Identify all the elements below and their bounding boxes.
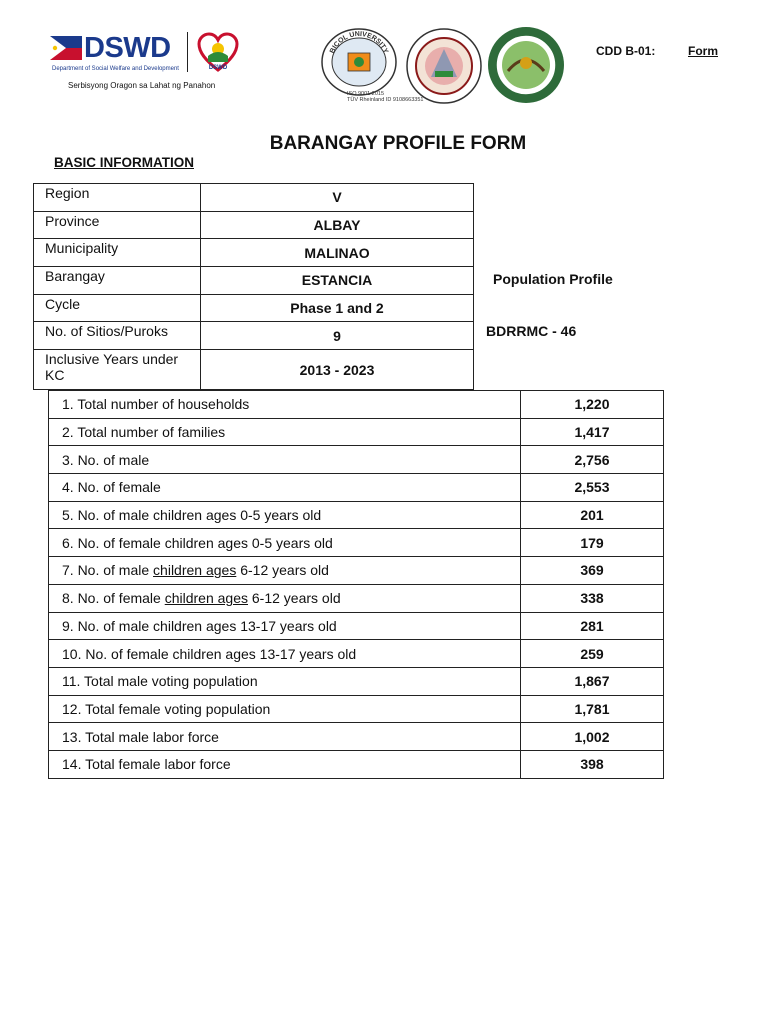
agency-full-name: Department of Social Welfare and Development (52, 66, 179, 72)
row-label: 2. Total number of families (49, 418, 521, 446)
table-row (49, 750, 664, 778)
row-label: 14. Total female labor force (49, 750, 521, 778)
row-value: 9 (201, 322, 474, 350)
row-value: 201 (521, 501, 664, 529)
row-label: Barangay (34, 267, 201, 295)
table-row (34, 239, 474, 267)
table-row (49, 474, 664, 502)
row-value: 1,781 (521, 695, 664, 723)
row-label: 4. No. of female (49, 474, 521, 502)
table-row (49, 584, 664, 612)
row-label: 13. Total male labor force (49, 723, 521, 751)
table-row (49, 391, 664, 419)
row-label: Inclusive Years under KC (34, 350, 201, 390)
dswd-logo (50, 30, 250, 100)
bicol-university-seal-icon (320, 27, 398, 97)
row-label: 8. No. of female children ages 6-12 years old (49, 584, 521, 612)
row-value: ESTANCIA (201, 267, 474, 295)
table-row (49, 446, 664, 474)
table-row (34, 322, 474, 350)
heart-logo-label: DSWD (208, 65, 228, 71)
table-row (34, 267, 474, 295)
row-value: 1,867 (521, 667, 664, 695)
philippine-flag-icon (50, 36, 82, 60)
row-label: 9. No. of male children ages 13-17 years old (49, 612, 521, 640)
table-row (34, 184, 474, 212)
row-label: 10. No. of female children ages 13-17 years old (49, 640, 521, 668)
table-row (49, 557, 664, 585)
tagline: Serbisyong Oragon sa Lahat ng Panahon (68, 81, 216, 90)
row-value: ALBAY (201, 211, 474, 239)
social-welfare-college-seal-icon (405, 27, 483, 105)
logo-divider (187, 32, 188, 72)
population-profile-label: Population Profile (493, 271, 613, 287)
row-label: Province (34, 211, 201, 239)
population-table (48, 390, 664, 779)
row-value: 2,553 (521, 474, 664, 502)
heart-logo-icon (197, 32, 239, 74)
form-code: CDD B-01: (596, 44, 656, 58)
table-row (49, 667, 664, 695)
iso-certification: ISO 9001:2015 TÜV Rheinland ID 9108663351 (347, 91, 424, 103)
form-label: Form (688, 44, 718, 58)
row-value: 1,002 (521, 723, 664, 751)
table-row (49, 723, 664, 751)
row-value: 281 (521, 612, 664, 640)
row-label: No. of Sitios/Puroks (34, 322, 201, 350)
social-work-department-seal-icon (486, 25, 566, 105)
table-row (49, 501, 664, 529)
table-row (34, 294, 474, 322)
row-value: 259 (521, 640, 664, 668)
row-label: Cycle (34, 294, 201, 322)
row-label: 5. No. of male children ages 0-5 years old (49, 501, 521, 529)
row-label: 6. No. of female children ages 0-5 years old (49, 529, 521, 557)
table-row (49, 640, 664, 668)
row-label: 1. Total number of households (49, 391, 521, 419)
section-title: BASIC INFORMATION (54, 155, 194, 170)
table-row (34, 211, 474, 239)
table-row (49, 612, 664, 640)
table-row (34, 350, 474, 390)
row-value: Phase 1 and 2 (201, 294, 474, 322)
row-label: Region (34, 184, 201, 212)
row-value: 369 (521, 557, 664, 585)
row-label: 11. Total male voting population (49, 667, 521, 695)
row-value: 1,417 (521, 418, 664, 446)
row-value: 338 (521, 584, 664, 612)
row-value: MALINAO (201, 239, 474, 267)
row-value: 2013 - 2023 (201, 350, 474, 390)
row-value: 179 (521, 529, 664, 557)
basic-info-table (33, 183, 474, 390)
row-label: Municipality (34, 239, 201, 267)
row-value: 1,220 (521, 391, 664, 419)
row-value: V (201, 184, 474, 212)
agency-name: DSWD (84, 32, 171, 64)
table-row (49, 418, 664, 446)
row-value: 2,756 (521, 446, 664, 474)
table-row (49, 529, 664, 557)
page-title: BARANGAY PROFILE FORM (269, 133, 527, 154)
table-row (49, 695, 664, 723)
row-label: 3. No. of male (49, 446, 521, 474)
row-label: 7. No. of male children ages 6-12 years old (49, 557, 521, 585)
seal1-text: BICOL UNIVERSITY (329, 30, 389, 55)
bdrrmc-label: BDRRMC - 46 (486, 323, 577, 339)
row-label: 12. Total female voting population (49, 695, 521, 723)
row-value: 398 (521, 750, 664, 778)
